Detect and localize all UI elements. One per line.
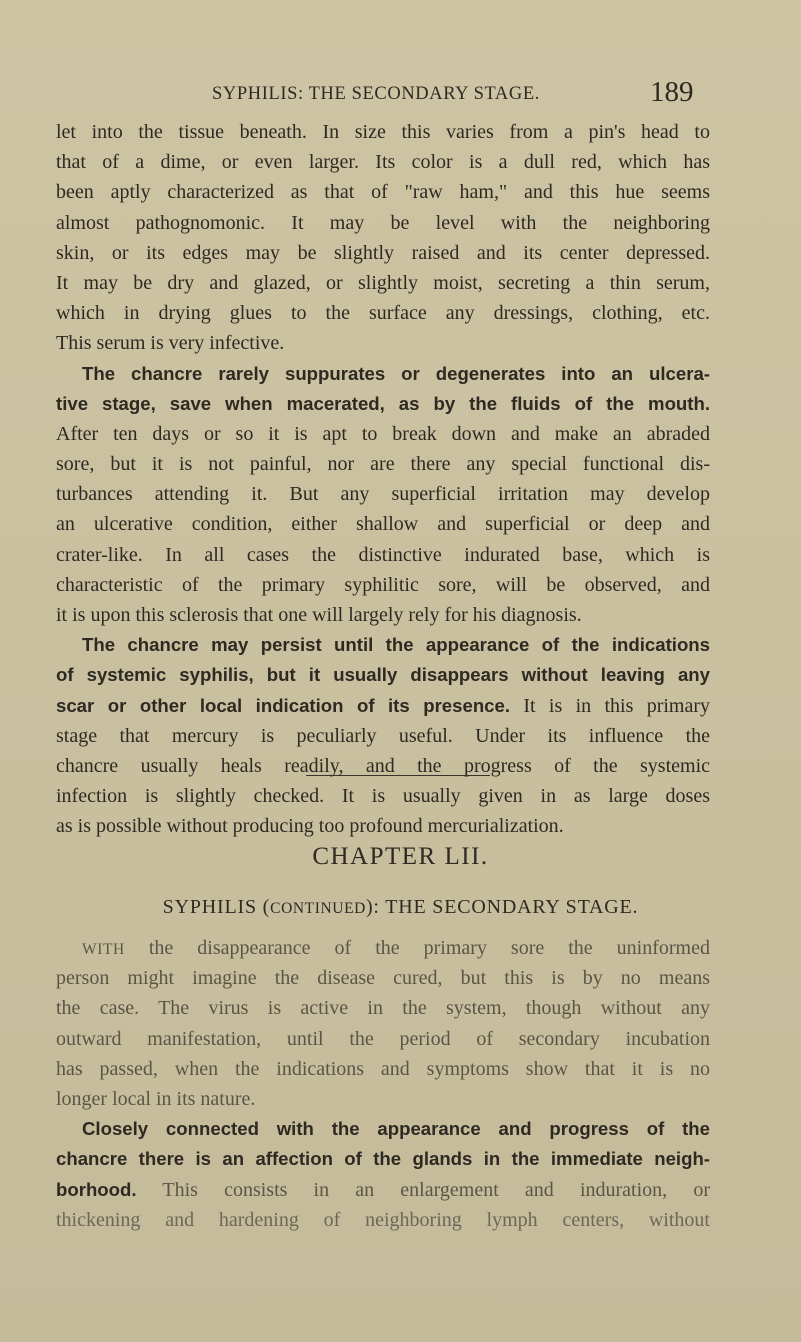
bold-line: of systemic syphilis, but it usually disappears without leaving any [56, 664, 710, 686]
mixed-line [56, 1175, 710, 1205]
text-line: After ten days or so it is apt to break down and make an abraded [56, 422, 710, 445]
text-line: let into the tissue beneath. In size this varies from a pin's head to [56, 121, 710, 143]
bold-line: Closely connected with the appearance and progress of the [82, 1118, 710, 1140]
mixed-line [56, 933, 710, 963]
drop-word: WITH [82, 941, 125, 958]
text-run: the disappearance of the primary sore the uninformed [124, 937, 710, 959]
text-line: crater-like. In all cases the distinctive indurated base, which is [56, 543, 710, 566]
text-run: It is in this primary [510, 694, 710, 717]
text-line: person might imagine the disease cured, but this is by no means [56, 967, 710, 990]
section-divider [306, 775, 490, 776]
text-line: has passed, when the indications and symptoms show that it is no [56, 1057, 710, 1080]
body-text-bottom [56, 933, 710, 1235]
text-line: almost pathognomonic. It may be level with the neighboring [56, 211, 710, 234]
text-line: it is upon this sclerosis that one will largely rely for his diagnosis. [56, 604, 582, 626]
bold-run: borhood. [56, 1178, 137, 1200]
chapter-title: CHAPTER LII. [312, 843, 489, 870]
bold-line: tive stage, save when macerated, as by the fluids of the mouth. [56, 392, 710, 414]
text-line: the case. The virus is active in the system, though without any [56, 997, 710, 1020]
chapter-subtitle [0, 896, 801, 919]
text-line: which in drying glues to the surface any dressings, clothing, etc. [56, 302, 710, 325]
subtitle-end: ): THE SECONDARY STAGE. [365, 896, 639, 918]
text-line: characteristic of the primary syphilitic sore, will be observed, and [56, 573, 710, 596]
running-head: SYPHILIS: THE SECONDARY STAGE. [212, 84, 540, 104]
subtitle-small-caps: CONTINUED [270, 900, 366, 917]
text-line: been aptly characterized as that of "raw ham," and this hue seems [56, 181, 710, 204]
bold-line: The chancre may persist until the appearance of the indications [82, 634, 710, 656]
text-run: This consists in an enlargement and induration, or [136, 1178, 710, 1201]
page-number: 189 [650, 76, 694, 108]
text-line: that of a dime, or even larger. Its color is a dull red, which has [56, 151, 710, 174]
text-line: It may be dry and glazed, or slightly moist, secreting a thin serum, [56, 271, 710, 294]
text-line: infection is slightly checked. It is usually given in as large doses [56, 785, 710, 808]
text-line: longer local in its nature. [56, 1087, 256, 1110]
bold-line: The chancre rarely suppurates or degenerates into an ulcera- [82, 362, 710, 384]
text-line: sore, but it is not painful, nor are there any special functional dis- [56, 453, 710, 476]
subtitle-start: SYPHILIS ( [162, 896, 271, 918]
body-text-top [56, 117, 710, 842]
bold-line: chancre there is an affection of the glands in the immediate neigh- [56, 1148, 710, 1170]
text-line: thickening and hardening of neighboring lymph centers, without [56, 1208, 710, 1231]
text-line: as is possible without producing too profound mercurialization. [56, 815, 564, 838]
mixed-line [56, 691, 710, 721]
bold-run: scar or other local indication of its presence. [56, 694, 511, 716]
text-line: outward manifestation, until the period of secondary incubation [56, 1027, 710, 1050]
text-line: This serum is very infective. [56, 332, 285, 355]
text-line: an ulcerative condition, either shallow and superficial or deep and [56, 513, 710, 536]
text-line: turbances attending it. But any superficial irritation may develop [56, 483, 710, 506]
text-line: chancre usually heals readily, and the progress of the systemic [56, 754, 710, 777]
text-line: skin, or its edges may be slightly raised and its center depressed. [56, 241, 710, 264]
text-line: stage that mercury is peculiarly useful. Under its influence the [56, 724, 710, 747]
